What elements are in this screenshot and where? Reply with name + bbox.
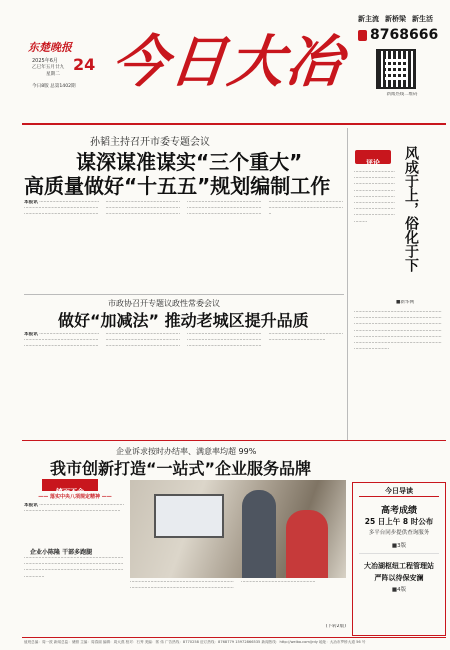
rx-link-1[interactable]: 新主流 (358, 15, 379, 23)
story3-photo (130, 480, 346, 578)
story2-headline: 做好“加减法” 推动老城区提升品质 (58, 311, 309, 330)
commentary-tag-text: 评论 (366, 159, 380, 167)
guide-item1-title[interactable]: 高考成绩 (380, 506, 417, 516)
column-body: ·························································································································································································································· (24, 556, 124, 580)
footer-rule (22, 637, 446, 638)
guide-item2-line2: 严阵以待保安澜 (374, 574, 424, 582)
commentary-divider (347, 128, 348, 440)
lead-kicker: 孙韬主持召开市委专题会议 (90, 137, 210, 148)
story3-byline: 本报讯 (24, 503, 38, 508)
commentary-tag (355, 150, 391, 167)
story2-body: 本报讯 ··························································································································································································································································································································································································································································································································································· (24, 332, 343, 350)
monitor-shape (154, 494, 224, 538)
guide-item-rule (359, 553, 439, 554)
qr-caption: 新闻热线二维码 (386, 92, 418, 97)
guide-title-rule (359, 496, 439, 497)
group-logo-text: 东楚晚报 (28, 41, 72, 54)
issue-date-block (28, 55, 108, 105)
weekday: 星期二 (46, 72, 60, 77)
guide-item2-page: ■4版 (391, 587, 407, 593)
story3-headline: 我市创新打造“一站式”企业服务品牌 (50, 459, 312, 478)
qr-inner-mask (385, 58, 407, 80)
date-line: 2025年6月 (32, 58, 58, 64)
guide-item1-page: ■3版 (391, 543, 407, 549)
column-subhead: 企业小陈隆 干部多跑腿 (30, 549, 93, 556)
story2-top-rule (24, 294, 344, 295)
lead-body: 本报讯 ········································································································································································································································································································································································································································································································································································· (24, 200, 343, 218)
guide-item1-line2: 25 日上午 8 时公布 (364, 517, 434, 526)
hotline-number: 8768666 (370, 27, 439, 43)
commentary-body-2: ································································································································································································································································································································································································ (354, 310, 442, 353)
continued-note: (下转2版) (325, 624, 346, 629)
group-logo (28, 36, 86, 52)
guide-title: 今日导读 (385, 487, 413, 495)
rx-links (358, 14, 448, 26)
issue-line: 今日8版 总第1402期 (32, 84, 76, 89)
story3-body-right: ································································································································································································· (130, 580, 316, 592)
column-tag (42, 479, 98, 496)
masthead-rule (22, 123, 446, 125)
lead-headline-2: 高质量做好“十五五”规划编制工作 (24, 174, 331, 198)
commentary-body: ········································································································································································································································· (354, 170, 395, 225)
guide-box (352, 482, 446, 636)
rx-link-2[interactable]: 新桥梁 (385, 15, 406, 23)
lead-headline-1: 谋深谋准谋实“三个重大” (76, 150, 303, 174)
guide-item2-title[interactable]: 大冶湖枢纽工程管理站 (364, 562, 434, 570)
column-tag-text: 镇而不舍 (56, 488, 84, 496)
day-number: 24 (73, 55, 96, 74)
person-shape-1 (242, 490, 276, 578)
hotline-box (358, 27, 444, 45)
story2-kicker: 市政协召开专题议政性常委会议 (108, 299, 220, 308)
commentary-author: ■新华网 (396, 300, 415, 305)
column-subtitle: —— 落实中央八项规定精神 —— (38, 494, 112, 500)
title-text: 今日大冶 (108, 29, 348, 95)
story3-body-left: 本报讯 ···························································································································· (24, 503, 124, 515)
lead-byline: 本报讯 (24, 200, 38, 205)
story3-top-rule (22, 440, 446, 441)
newspaper-title (108, 22, 348, 110)
commentary-title (402, 146, 428, 296)
story2-byline: 本报讯 (24, 332, 38, 337)
story3-kicker: 企业诉求按时办结率、满意率均超 99% (116, 447, 257, 456)
rx-link-3[interactable]: 新生活 (412, 15, 433, 23)
phone-icon (358, 30, 367, 41)
person-shape-2 (286, 510, 328, 578)
footer-line: 值班总编：周一波 新闻总监：储照 主编：周春丽 编辑：周大燕 校对：石秀 美编：郭 伟 广告热线：8770258 征订热线：8768779 15972866535 新闻热线：http://weibo.com/jrdy 地址：大冶市罗桥大道 56 号 (24, 640, 366, 644)
lunar-line: 乙巳年五月廿九 (32, 65, 65, 70)
commentary-title-text: 风成于上，俗化于下 (403, 146, 419, 272)
guide-item1-line3: 多平台同步提供查询服务 (368, 530, 430, 536)
